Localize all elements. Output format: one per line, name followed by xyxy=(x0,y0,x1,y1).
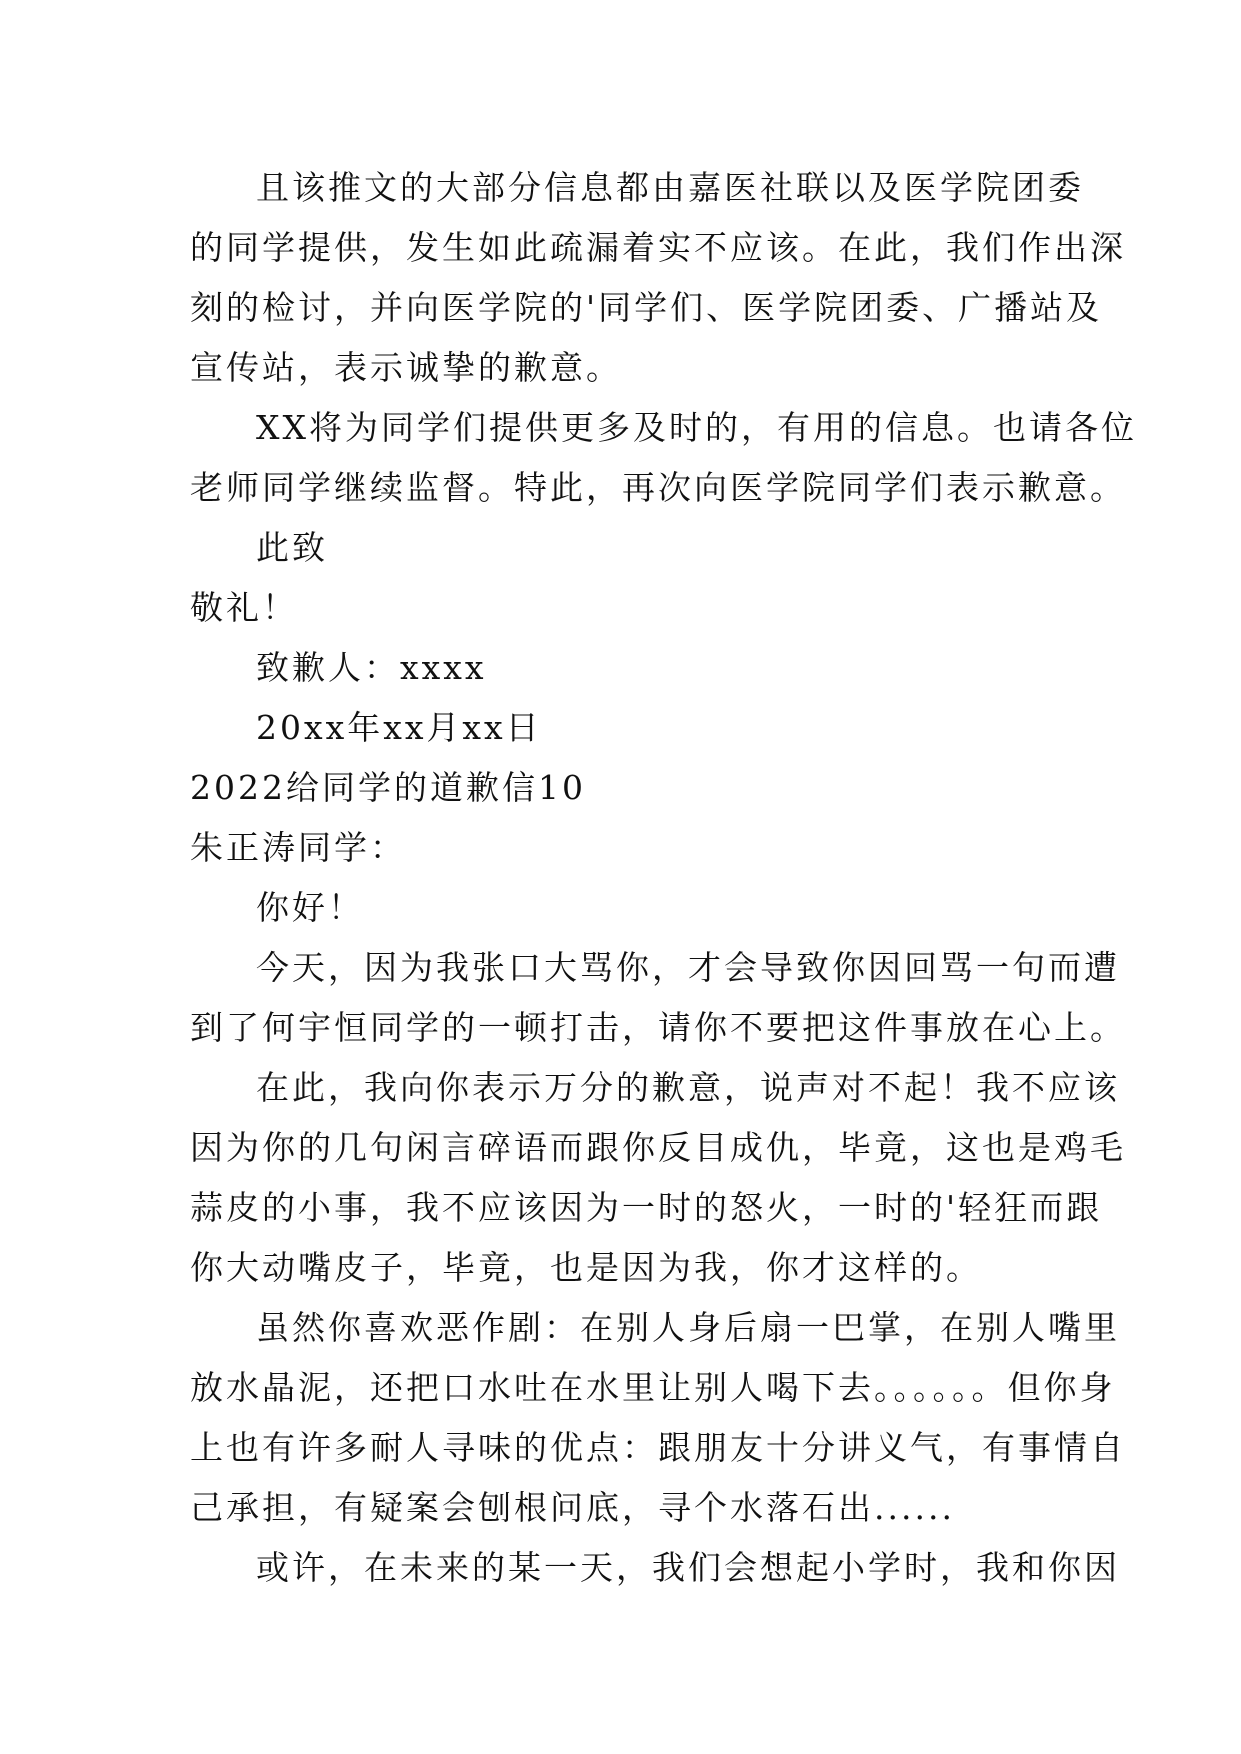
text-line: 宣传站，表示诚挚的歉意。 xyxy=(190,348,622,387)
recipient-line: 朱正涛同学： xyxy=(190,828,406,867)
text-line: 的同学提供，发生如此疏漏着实不应该。在此，我们作出深 xyxy=(190,228,1126,267)
greeting-line: 你好！ xyxy=(256,888,364,927)
text-line: 且该推文的大部分信息都由嘉医社联以及医学院团委 xyxy=(256,168,1084,207)
signature-line: 致歉人：xxxx xyxy=(256,648,487,687)
salutation-line: 敬礼！ xyxy=(190,588,298,627)
text-line: 或许，在未来的某一天，我们会想起小学时，我和你因 xyxy=(256,1548,1120,1587)
text-line: 己承担，有疑案会刨根问底，寻个水落石出...... xyxy=(190,1488,955,1527)
text-line: XX将为同学们提供更多及时的，有用的信息。也请各位 xyxy=(256,408,1137,447)
text-line: 老师同学继续监督。特此，再次向医学院同学们表示歉意。 xyxy=(190,468,1126,507)
text-line: 到了何宇恒同学的一顿打击，请你不要把这件事放在心上。 xyxy=(190,1008,1126,1047)
text-line: 在此，我向你表示万分的歉意，说声对不起！我不应该 xyxy=(256,1068,1120,1107)
text-line: 上也有许多耐人寻味的优点：跟朋友十分讲义气，有事情自 xyxy=(190,1428,1126,1467)
text-line: 你大动嘴皮子，毕竟，也是因为我，你才这样的。 xyxy=(190,1248,982,1287)
text-line: 刻的检讨，并向医学院的'同学们、医学院团委、广播站及 xyxy=(190,288,1103,327)
closing-line: 此致 xyxy=(256,528,328,567)
letter-body xyxy=(190,158,1137,1598)
date-line: 20xx年xx月xx日 xyxy=(256,708,542,747)
text-line: 蒜皮的小事，我不应该因为一时的怒火，一时的'轻狂而跟 xyxy=(190,1188,1103,1227)
text-line: 今天，因为我张口大骂你，才会导致你因回骂一句而遭 xyxy=(256,948,1120,987)
section-title: 2022给同学的道歉信10 xyxy=(190,768,586,807)
text-line: 放水晶泥，还把口水吐在水里让别人喝下去。。。。。。但你身 xyxy=(190,1368,1116,1407)
text-line: 虽然你喜欢恶作剧：在别人身后扇一巴掌，在别人嘴里 xyxy=(256,1308,1120,1347)
text-line: 因为你的几句闲言碎语而跟你反目成仇，毕竟，这也是鸡毛 xyxy=(190,1128,1126,1167)
